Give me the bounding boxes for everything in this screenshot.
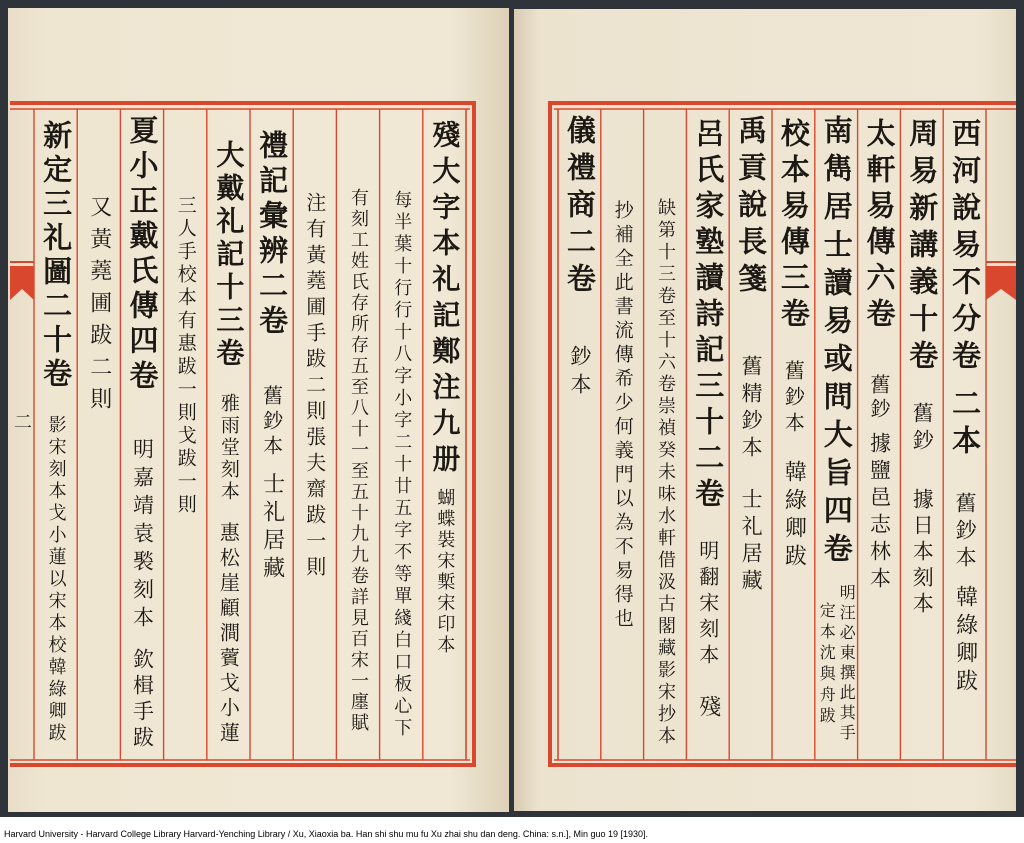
edition-note: 舊鈔 bbox=[867, 374, 891, 422]
book-title: 呂氏家塾讀詩記三十二卷 bbox=[691, 118, 726, 514]
edition-note: 明汪必東撰此其手 bbox=[837, 584, 857, 744]
edition-note: 舊鈔本 bbox=[781, 360, 806, 438]
image-caption: Harvard University - Harvard College Library Harvard-Yenching Library / Xu, Xiaoxia ba. Han shi shu mu fu Xu zhai shu dan deng. China: s.n.], Min guo 19 [1930]. bbox=[4, 829, 649, 839]
edition-note: 鈔本 bbox=[567, 345, 592, 401]
page-number: 二 bbox=[11, 412, 32, 430]
book-title: 新定三礼圖二十卷 bbox=[39, 120, 74, 392]
edition-note: 抄補全此書流傳希少何義門以為不易得也 bbox=[611, 200, 634, 632]
edition-note: 舊鈔本 bbox=[259, 385, 284, 460]
edition-note: 明翻宋刻本 bbox=[695, 540, 720, 670]
edition-note: 定本沈與舟跋 bbox=[817, 602, 837, 728]
provenance-note: 士礼居藏 bbox=[259, 472, 285, 584]
fish-tail-mark bbox=[986, 266, 1016, 300]
edition-note: 每半葉十行行十八字小字二十廿五字不等單綫白口板心下 bbox=[391, 190, 413, 740]
condition-note: 殘 bbox=[695, 695, 721, 717]
book-title: 大戴礼記十三卷 bbox=[212, 140, 246, 371]
frame-left-outer bbox=[548, 101, 552, 767]
source-note: 據鹽邑志林本 bbox=[867, 432, 892, 594]
provenance-note: 韓綠卿跋 bbox=[781, 460, 807, 572]
edition-note: 舊鈔 bbox=[910, 402, 935, 456]
fish-tail-mark bbox=[10, 266, 34, 300]
edition-note: 蝴蝶裝宋槧宋印本 bbox=[434, 488, 456, 656]
book-title: 南雋居士讀易或問大旨四卷 bbox=[819, 115, 854, 571]
provenance-note: 欽楫手跋 bbox=[130, 648, 155, 752]
book-title: 太軒易傳六卷 bbox=[862, 118, 897, 334]
provenance-note: 韓綠卿跋 bbox=[952, 585, 978, 697]
source-note: 據日本刻本 bbox=[910, 488, 935, 618]
edition-note: 明嘉靖袁褧刻本 bbox=[130, 438, 155, 634]
book-title: 殘大字本礼記鄭注九册 bbox=[428, 120, 462, 480]
edition-note: 三人手校本有惠跋一則戈跋一則 bbox=[174, 195, 197, 517]
edition-note: 舊鈔本 bbox=[953, 492, 978, 573]
edition-note: 缺第十三卷至十六卷崇禎癸未味水軒借汲古閣藏影宋抄本 bbox=[655, 198, 676, 748]
book-title: 校本易傳三卷 bbox=[776, 118, 811, 334]
edition-note: 注有黃蕘圃手跋二則張夫齋跋一則 bbox=[302, 192, 327, 582]
edition-note: 影宋刻本戈小蓮以宋本校韓綠卿跋 bbox=[45, 415, 67, 745]
frame-bottom-outer bbox=[10, 763, 476, 767]
book-title: 西河說易不分卷 bbox=[948, 118, 983, 377]
edition-note: 雅雨堂刻本 bbox=[217, 393, 240, 503]
frame-bottom-outer bbox=[548, 763, 1016, 767]
book-title: 周易新講義十卷 bbox=[905, 118, 940, 377]
book-title: 禹貢說長箋 bbox=[734, 115, 769, 300]
frame-top-outer bbox=[548, 101, 1016, 105]
edition-note: 有刻工姓氏存所存五至八十一至五十九九卷詳見百宋一廛賦 bbox=[348, 188, 369, 734]
provenance-note: 士礼居藏 bbox=[739, 488, 764, 596]
provenance-note: 惠松崖顧澗薲戈小蓮 bbox=[216, 522, 241, 747]
book-title: 儀禮商二卷 bbox=[562, 115, 597, 300]
volume-count: 二本 bbox=[948, 388, 983, 462]
book-title: 禮記彙辨二卷 bbox=[255, 130, 290, 340]
frame-top-outer bbox=[10, 101, 476, 105]
frame-right-outer bbox=[472, 101, 476, 767]
book-title: 夏小正戴氏傳四卷 bbox=[125, 115, 160, 395]
edition-note: 舊精鈔本 bbox=[739, 355, 764, 463]
edition-note: 又黃蕘圃跋二則 bbox=[86, 195, 112, 419]
